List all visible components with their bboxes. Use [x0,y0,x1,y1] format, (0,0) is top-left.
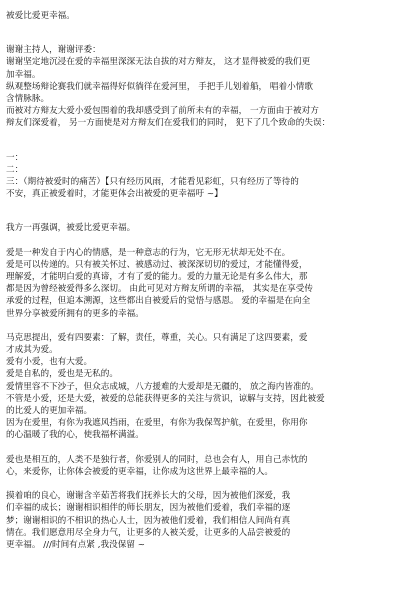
point-one: 一： [6,152,24,163]
intro-line: 而被对方辩友大爱小爱包围着的我却感受到了前所未有的幸福， 一方面由于被对方 [6,106,319,117]
body-line: 都是因为曾经被爱得多么深切。 由此可见对方辩友所谓的幸福， 其实是在享受传 [6,284,313,295]
intro-line: 纵观整场辩论赛我们就幸福得好似徜徉在爱河里， 手把手儿划着船， 唱着小情歌 [6,81,313,92]
intro-line: 辩友们深爱着， 另一方面使是对方辩友们在爱我们的同时， 犯下了几个致命的失误： [6,118,331,129]
body-line: 世界分享被爱所拥有的更多的幸福。 [6,308,144,319]
body-line: 爱是自私的，爱也是无私的。 [6,369,118,380]
point-three-line: 不安，真正被爱着时，才能更体会出被爱的更幸福吁 ~】 [6,189,223,200]
body-line: 不管是小爱，还是大爱，被爱的总能获得更多的关注与赏识，谅解与支持，因此被爱 [6,393,325,404]
body-line: 心，来爱你，让你体会被爱的更幸福，让你成为这世界上最幸福的人。 [6,466,274,477]
body-line: 梦；谢谢相识的不相识的热心人士，因为被他们爱着，我们相信人间尚有真 [6,515,291,526]
body-line: 我方一再强调，被爱比爱更幸福。 [6,223,136,234]
intro-line: 含情脉脉。 [6,94,50,105]
body-line: 的心温暖了我的心，使我福杯满溢。 [6,430,144,441]
body-line: 的比爱人的更加幸福。 [6,406,93,417]
body-line: 马克思提出，爱有四要素：了解，责任，尊重，关心。只有满足了这四要素，爱 [6,332,308,343]
body-line: 情在。我们愿意用尽全身力气，让更多的人被关爱，让更多的人品尝被爱的 [6,527,291,538]
body-line: 摸着咱的良心，谢谢含辛茹苦将我们抚养长大的父母，因为被他们深爱，我 [6,491,291,502]
body-line: 爱是可以传递的。只有被关怀过、被感动过、被深深切切的爱过，才能懂得爱， [6,259,308,270]
point-two: 二： [6,164,24,175]
body-line: 爱是一种发自于内心的情感，是一种意志的行为，它无形无状却无处不在。 [6,247,291,258]
point-three-line: 三：（期待被爱时的痛苦）【只有经历风雨，才能看见彩虹，只有经历了等待的 [6,177,299,188]
body-line: 理解爱，才能明白爱的真谛，才有了爱的能力。爱的力量无论是有多么伟大，那 [6,272,308,283]
intro-line: 加幸福。 [6,69,41,80]
body-line: 爱也是相互的，人类不是独行者，你爱别人的同时，总也会有人，用自己赤忱的 [6,454,308,465]
document-title: 被爱比爱更幸福。 [6,11,75,21]
body-line: 承爱的过程，但追本溯源，这些都出自被爱后的觉悟与感恩。 爱的幸福是在向全 [6,296,311,307]
body-line: 爱情里容不下沙子，但众志成城，八方援难的大爱却是无疆的， 放之海内皆准的。 [6,381,319,392]
body-line: 因为在爱里，有你为我遮风挡雨，在爱里，有你为我保驾护航，在爱里，你用你 [6,418,308,429]
greeting: 谢谢主持人，谢谢评委： [6,45,101,56]
body-line: 爱有小爱，也有大爱。 [6,357,93,368]
body-line: 才成其为爱。 [6,345,58,356]
intro-line: 谢谢坚定地沉浸在爱的幸福里深深无法自拔的对方辩友， 这才显得被爱的我们更 [6,57,311,68]
body-line: 们幸福的成长；谢谢相识相伴的师长朋友，因为被他们爱着，我们幸福的逐 [6,503,291,514]
body-line: 更幸福。 ///时间有点紧 ,我没保留 ~ [6,539,145,550]
